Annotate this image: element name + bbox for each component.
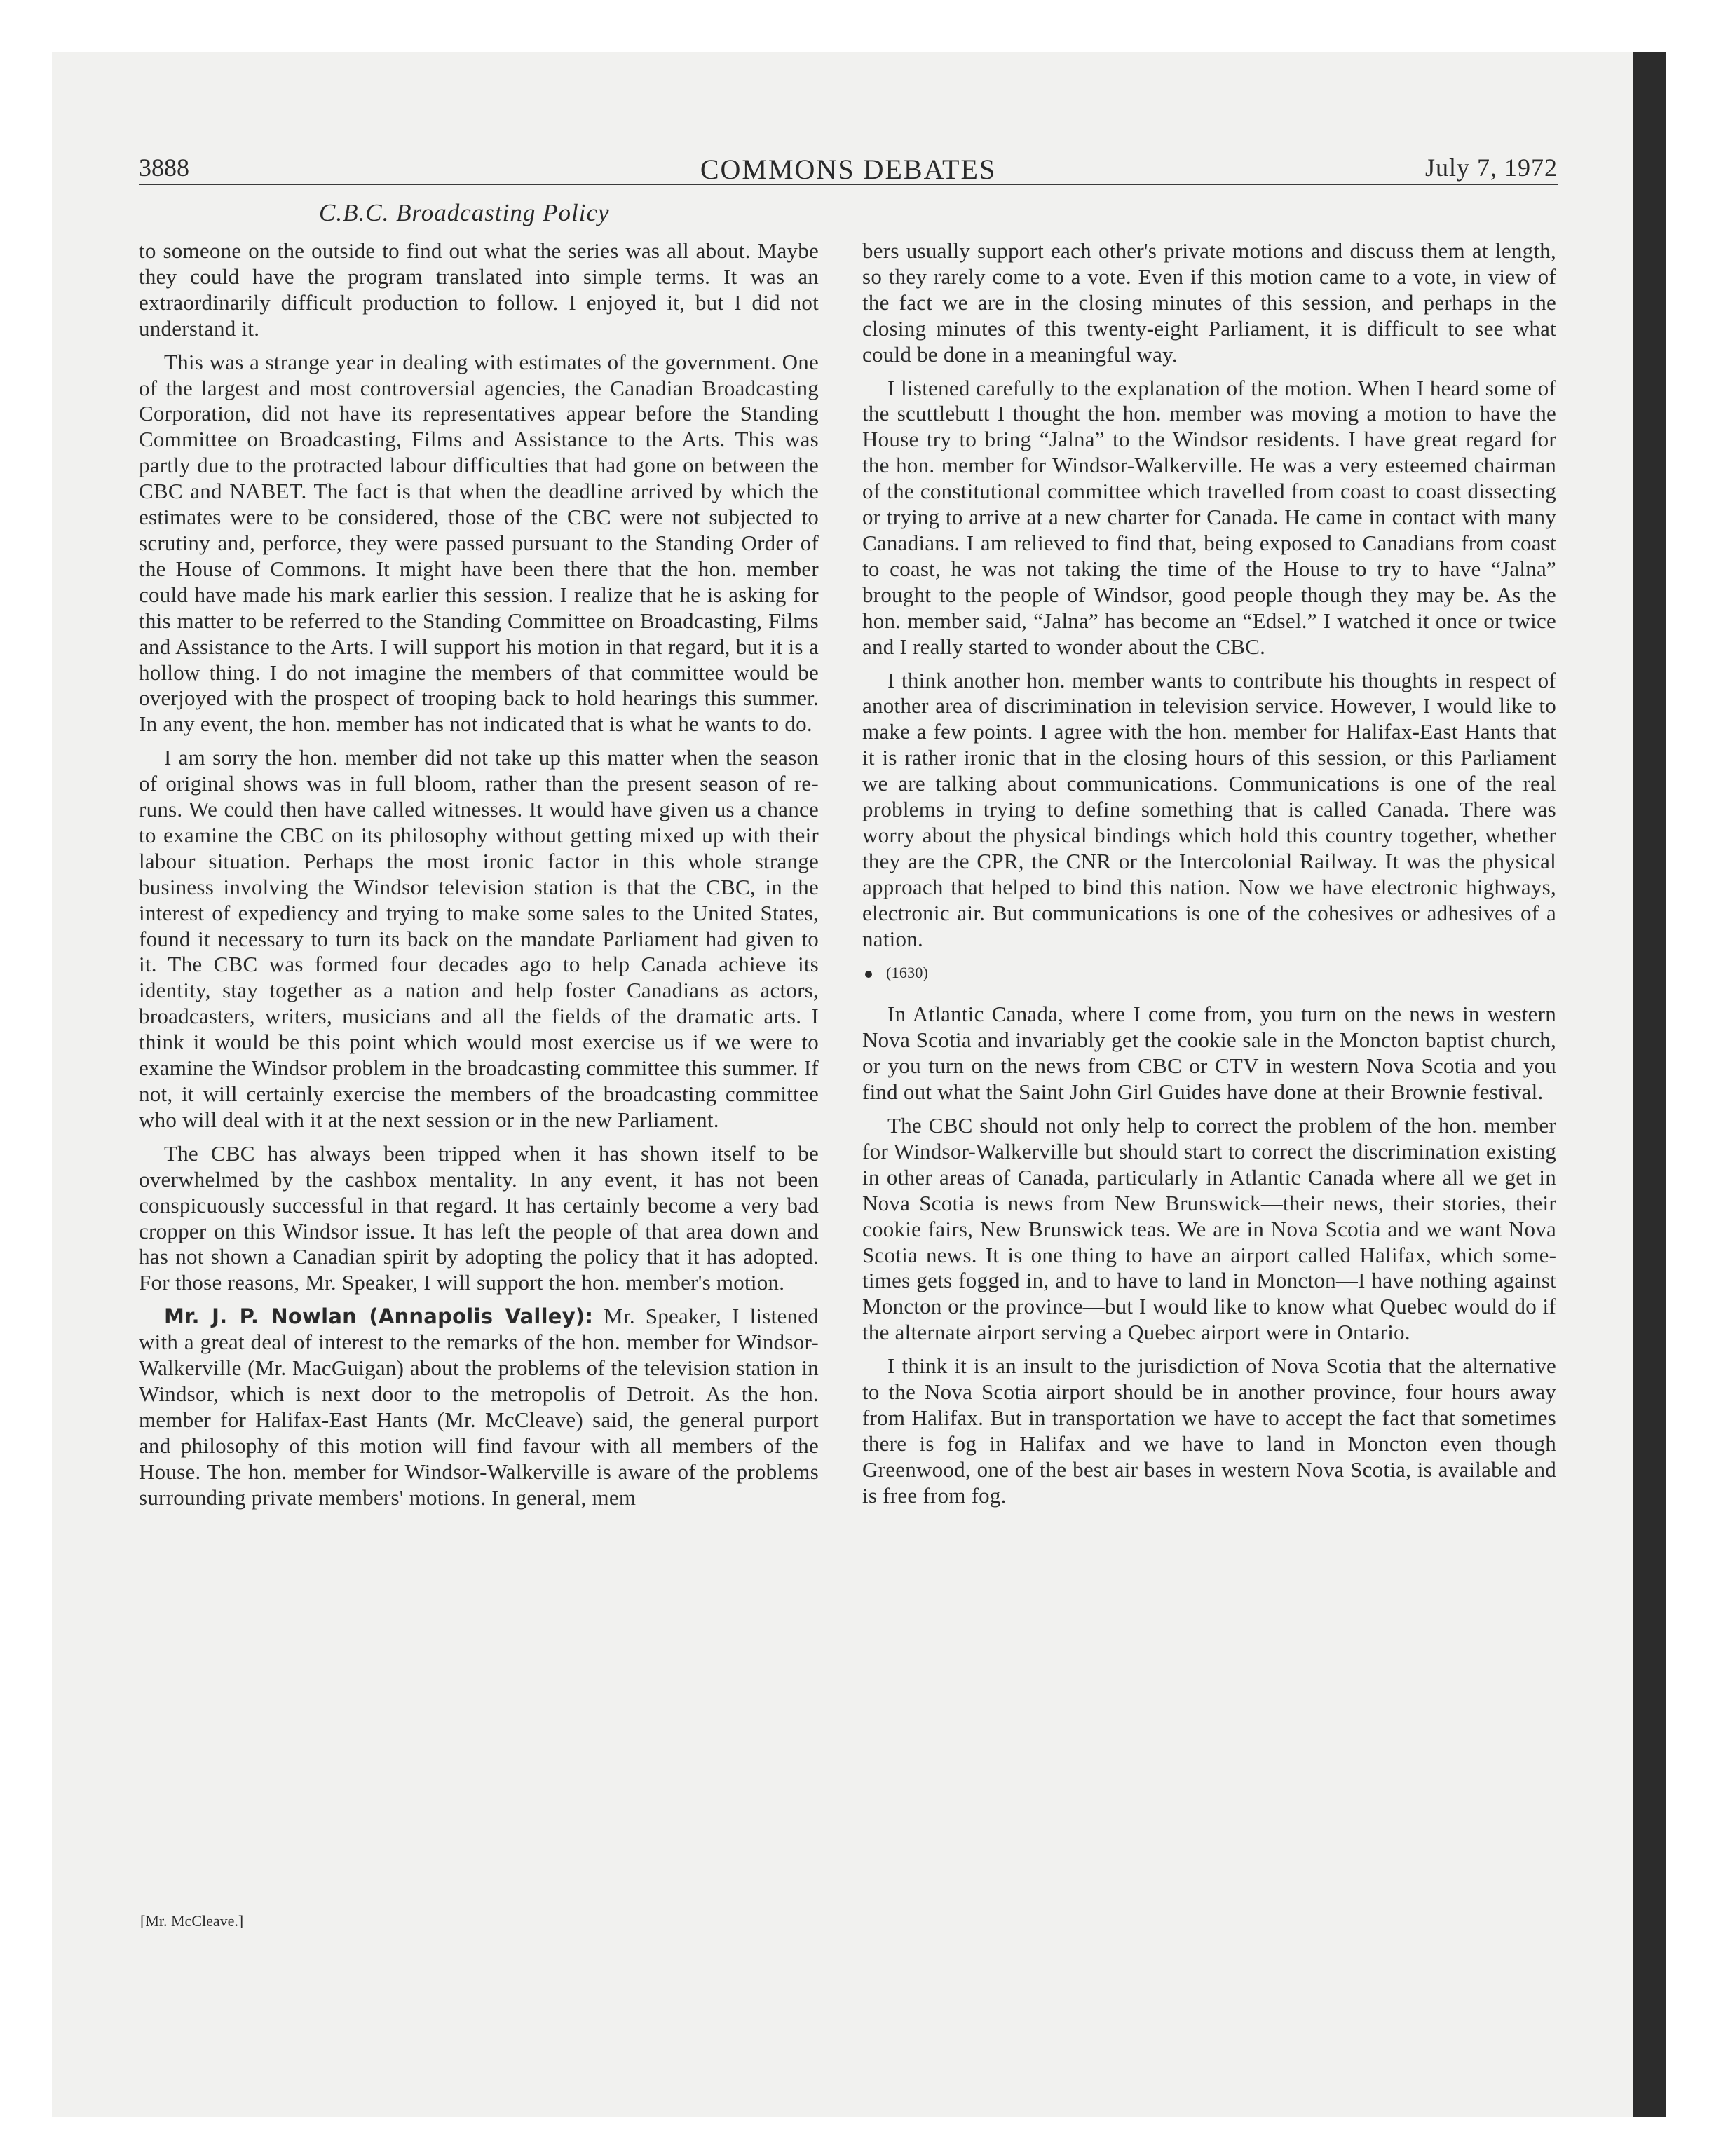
left-paragraph-2: This was a strange year in dealing with estimates of the government. One of the largest and most controversial agencies, the Canadian Broadcasting Corporation, did not have its representatives appear before the Standing Committee on Broadcasting, Films and Assistance to the Arts. This was partly due to the protracted labour difficulties that had gone on between the CBC and NABET. The fact is that when the deadline arrived by which the estimates were to be considered, those of the CBC were not subjected to scrutiny and, perforce, they were passed pursuant to the Standing Order of the House of Commons. It might have been there that the hon. member could have made his mark earlier this session. I realize that he is asking for this matter to be referred to the Standing Committee on Broadcasting, Films and Assistance to the Arts. I will support his motion in that regard, but it is a hollow thing. I do not imagine the members of that committee would be overjoyed with the prospect of trooping back to hold hearings this summer. In any event, the hon. member has not indicated that is what he wants to do.: [139, 349, 819, 737]
footnote: [Mr. McCleave.]: [140, 1912, 244, 1930]
time-marker: [865, 960, 1556, 986]
publication-date: July 7, 1972: [1424, 153, 1558, 182]
left-column: [139, 238, 819, 1519]
scan-edge-shadow: [1633, 52, 1666, 2117]
page-number: 3888: [139, 153, 189, 182]
speech-text: Mr. Speaker, I listened with a great deal of interest to the remarks of the hon. member for Windsor-Walkerville (Mr. MacGuigan) about the problems of the television station in Windsor, which is next door to the metropolis of Detroit. As the hon. member for Halifax-East Hants (Mr. McCleave) said, the general purport and philosophy of this motion will find favour with all members of the House. The hon. member for Windsor-Walkerville is aware of the problems surrounding private members' motions. In general, mem: [139, 1304, 819, 1510]
right-paragraph-1: bers usually support each other's private motions and discuss them at length, so they rarely come to a vote. Even if this motion came to a vote, in view of the fact we are in the closing minutes of this session, and perhaps in the closing minutes of this twenty-eight Parliament, it is difficult to see what could be done in a meaningful way.: [862, 238, 1556, 367]
left-paragraph-4: The CBC has always been tripped when it has shown itself to be overwhelmed by the cashbox mentality. In any event, it has not been conspicuously successful in that regard. It has certainly become a very bad cropper on this Windsor issue. It has left the people of that area down and has not shown a Canadian spirit by adopting the policy that it has adopted. For those reasons, Mr. Speaker, I will support the hon. member's motion.: [139, 1140, 819, 1295]
right-paragraph-5: The CBC should not only help to correct the problem of the hon. member for Windsor-Walkerville but should start to correct the discrimination existing in other areas of Canada, particularly in Atlantic Canada where all we get in Nova Scotia is news from New Brunswick—their news, their stories, their cookie fairs, New Brunswick teas. We are in Nova Scotia and we want Nova Scotia news. It is one thing to have an airport called Halifax, which sometimes gets fogged in, and to have to land in Moncton—I have nothing against Moncton or the province—but I would like to know what Quebec would do if the alternate airport serving a Quebec airport were in Ontario.: [862, 1113, 1556, 1345]
right-paragraph-3: I think another hon. member wants to contribute his thoughts in respect of another area of discrimination in television service. However, I would like to make a few points. I agree with the hon. member for Halifax-East Hants that it is rather ironic that in the closing hours of this session, or this Parliament we are talking about communications. Communications is one of the real problems in trying to define something that is called Canada. There was worry about the physical bindings which hold this country together, whether they are the CPR, the CNR or the Intercolonial Railway. It was the physical approach that helped to bind this nation. Now we have electronic highways, electronic air. But communications is one of the cohesives or adhesives of a nation.: [862, 667, 1556, 951]
speaker-name: Mr. J. P. Nowlan (Annapolis Valley):: [164, 1304, 594, 1329]
publication-title: COMMONS DEBATES: [700, 153, 997, 185]
right-paragraph-2: I listened carefully to the explanation of the motion. When I heard some of the scuttlebutt I thought the hon. member was moving a motion to have the House try to bring “Jalna” to the Windsor residents. I have great regard for the hon. member for Windsor-Walkerville. He was a very esteemed chairman of the constitutional committee which travelled from coast to coast dissecting or trying to arrive at a new charter for Canada. He came in contact with many Canadians. I am relieved to find that, being exposed to Canadians from coast to coast, he was not taking the time of the House to try to have “Jalna” brought to the people of Windsor, good people though they may be. As the hon. member said, “Jalna” has become an “Edsel.” I watched it once or twice and I really started to wonder about the CBC.: [862, 375, 1556, 659]
time-marker-text: (1630): [886, 964, 929, 982]
right-column: [862, 238, 1556, 1517]
left-paragraph-3: I am sorry the hon. member did not take up this matter when the season of original shows was in full bloom, rather than the present season of re-runs. We could then have called witnesses. It would have given us a chance to examine the CBC on its philosophy without getting mixed up with their labour situation. Perhaps the most ironic factor in this whole strange business involving the Windsor television station is that the CBC, in the interest of expediency and trying to make some sales to the United States, found it necessary to turn its back on the mandate Parliament had given to it. The CBC was formed four decades ago to help Canada achieve its identity, stay together as a nation and help foster Canadians as actors, broadcasters, writers, musicians and all the fields of the dramatic arts. I think it would be this point which would most exercise us if we were to examine the Windsor problem in the broadcasting committee this summer. If not, it will certainly exercise the members of the broadcasting committee who will deal with it at the next session or in the new Parliament.: [139, 745, 819, 1132]
right-paragraph-4: In Atlantic Canada, where I come from, you turn on the news in western Nova Scotia and invariably get the cookie sale in the Moncton baptist church, or you turn on the news from CBC or CTV in western Nova Scotia and you find out what the Saint John Girl Guides have done at their Brownie festival.: [862, 1002, 1556, 1105]
section-title: C.B.C. Broadcasting Policy: [319, 199, 610, 226]
left-paragraph-5: [139, 1304, 819, 1510]
left-paragraph-1: to someone on the outside to find out what the series was all about. Maybe they could have the program translated into simple terms. It was an extraordinarily difficult production to follow. I enjoyed it, but I did not understand it.: [139, 238, 819, 341]
running-header: [139, 153, 1558, 185]
right-paragraph-6: I think it is an insult to the jurisdiction of Nova Scotia that the alternative to the Nova Scotia airport should be in another province, four hours away from Halifax. But in transportation we have to accept the fact that sometimes there is fog in Halifax and we have to land in Moncton even though Greenwood, one of the best air bases in western Nova Scotia, is available and is free from fog.: [862, 1353, 1556, 1508]
bullet-icon: [865, 971, 872, 978]
